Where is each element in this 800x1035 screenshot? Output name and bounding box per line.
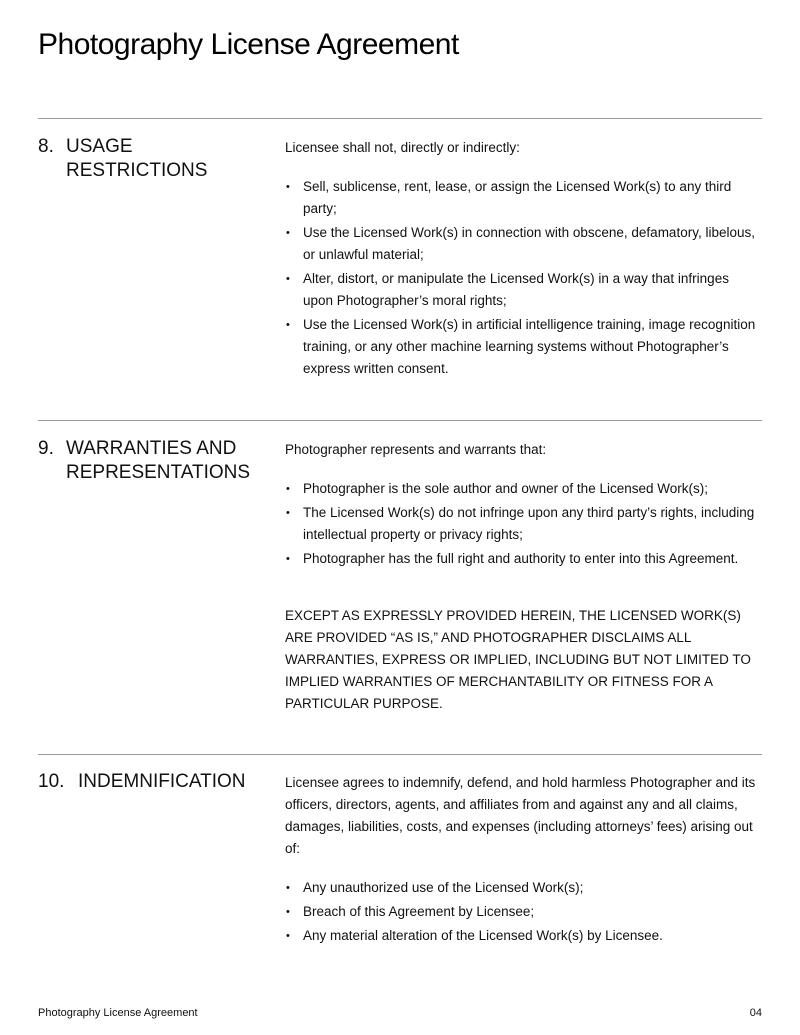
section-heading: WARRANTIES AND REPRESENTATIONS <box>66 438 251 483</box>
list-item: • Sell, sublicense, rent, lease, or assign the Licensed Work(s) to any third party; <box>285 176 760 220</box>
section-body <box>285 137 760 382</box>
list-item: • Alter, distort, or manipulate the Licensed Work(s) in a way that infringes upon Photographer’s moral rights; <box>285 268 760 312</box>
divider <box>38 420 762 421</box>
list-item: • Any unauthorized use of the Licensed Work(s); <box>285 877 760 899</box>
list-item: • The Licensed Work(s) do not infringe upon any third party’s rights, including intellectual property or privacy rights; <box>285 502 760 546</box>
page-number: 04 <box>749 1007 762 1019</box>
list-item: • Photographer is the sole author and owner of the Licensed Work(s); <box>285 478 760 500</box>
divider <box>38 754 762 755</box>
divider <box>38 118 762 119</box>
bullet-list <box>285 877 760 947</box>
page-title: Photography License Agreement <box>38 28 459 61</box>
section-intro: Licensee shall not, directly or indirectly: <box>285 140 520 155</box>
list-item: • Photographer has the full right and authority to enter into this Agreement. <box>285 548 760 570</box>
list-item: • Any material alteration of the Licensed Work(s) by Licensee. <box>285 925 760 947</box>
section-intro: Licensee agrees to indemnify, defend, and hold harmless Photographer and its officers, directors, agents, and affiliates from and against any and all claims, damages, liabilities, costs, and expenses (including attorneys’ fees) arising out of: <box>285 775 756 856</box>
section-body <box>285 772 760 949</box>
bullet-list <box>285 176 760 380</box>
list-item: • Breach of this Agreement by Licensee; <box>285 901 760 923</box>
section-intro: Photographer represents and warrants that: <box>285 442 547 457</box>
section-number: 10. <box>38 771 65 792</box>
section-number: 8. <box>38 136 54 157</box>
bullet-list <box>285 478 760 570</box>
section-number: 9. <box>38 438 54 459</box>
footer-title: Photography License Agreement <box>38 1007 198 1019</box>
section-heading: USAGE RESTRICTIONS <box>66 136 208 181</box>
section-heading: INDEMNIFICATION <box>78 771 246 792</box>
list-item: • Use the Licensed Work(s) in artificial intelligence training, image recognition training, or any other machine learning systems without Photographer’s express written consent. <box>285 314 760 380</box>
disclaimer-paragraph: EXCEPT AS EXPRESSLY PROVIDED HEREIN, THE LICENSED WORK(S) ARE PROVIDED “AS IS,” AND PHOTOGRAPHER DISCLAIMS ALL WARRANTIES, EXPRESS OR IMPLIED, INCLUDING BUT NOT LIMITED TO IMPLIED WARRANTIES OF MERCHANTABILITY OR FITNESS FOR A PARTICULAR PURPOSE. <box>285 608 751 711</box>
section-body <box>285 439 760 715</box>
list-item: • Use the Licensed Work(s) in connection with obscene, defamatory, libelous, or unlawful material; <box>285 222 760 266</box>
